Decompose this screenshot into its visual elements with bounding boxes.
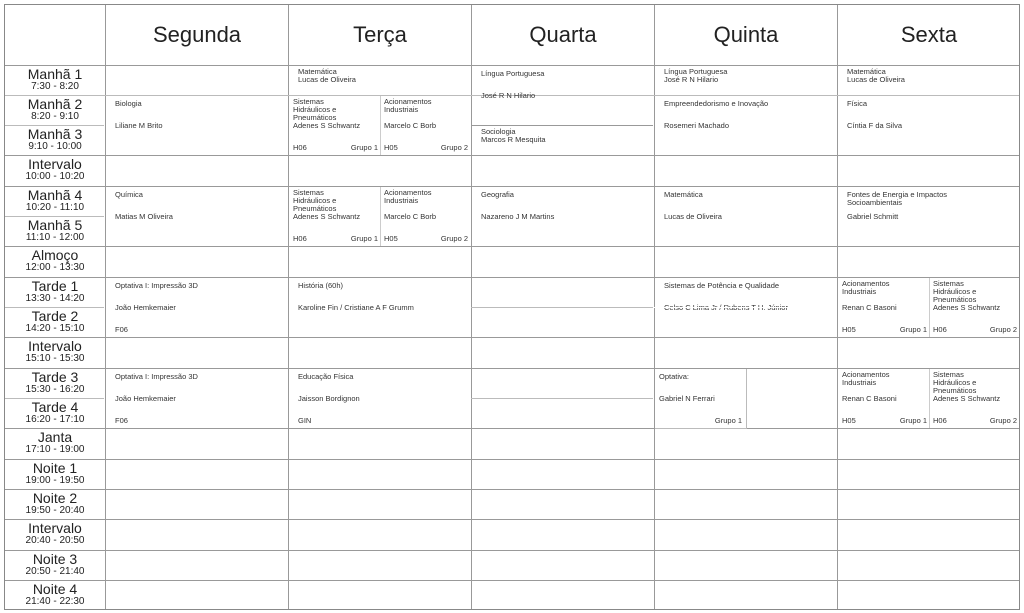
class-subject: Hidráulicos e xyxy=(293,105,337,114)
slot-name: Intervalo xyxy=(28,520,82,536)
class-subject: Industriais xyxy=(842,287,877,296)
slot-time: 15:10 - 15:30 xyxy=(25,352,85,364)
slot-label xyxy=(5,127,105,152)
class-block[interactable] xyxy=(289,369,471,428)
class-teacher: José R N Hilario xyxy=(664,75,719,84)
class-teacher: Adenes S Schwantz xyxy=(293,212,361,221)
row-divider xyxy=(471,398,653,399)
class-room: H06 xyxy=(933,416,947,425)
class-subject: Hidráulicos e xyxy=(933,287,977,296)
slot-label xyxy=(5,582,105,607)
slot-time: 17:10 - 19:00 xyxy=(25,443,85,455)
class-teacher: Lucas de Oliveira xyxy=(847,75,905,84)
slot-label xyxy=(5,279,105,304)
class-block-group1[interactable] xyxy=(838,369,929,428)
class-block-group1[interactable] xyxy=(289,96,380,155)
class-group: Grupo 1 xyxy=(350,234,378,243)
class-subject: Hidráulicos e xyxy=(933,378,977,387)
class-subject: Acionamentos xyxy=(842,279,890,288)
class-block-group2[interactable] xyxy=(381,96,471,155)
class-room: H06 xyxy=(933,325,947,334)
class-block[interactable] xyxy=(106,369,288,428)
slot-label xyxy=(5,370,105,395)
class-block[interactable] xyxy=(838,66,1020,95)
slot-time: 20:50 - 21:40 xyxy=(25,565,85,577)
class-subject: Sistemas xyxy=(293,97,324,106)
slot-label xyxy=(5,400,105,425)
class-subject: Acionamentos xyxy=(842,370,890,379)
timetable-grid xyxy=(4,4,1020,610)
slot-time: 12:00 - 13:30 xyxy=(25,261,85,273)
class-group: Grupo 2 xyxy=(440,234,468,243)
class-teacher: Liliane M Brito xyxy=(115,121,163,130)
slot-time: 8:20 - 9:10 xyxy=(31,110,79,122)
row-divider xyxy=(5,550,1019,551)
slot-time: 20:40 - 20:50 xyxy=(25,534,85,546)
class-room: F06 xyxy=(115,416,128,425)
class-block-group1[interactable] xyxy=(289,187,380,246)
row-divider xyxy=(5,428,1019,429)
class-subject: Matemática xyxy=(664,190,703,199)
slot-time: 7:30 - 8:20 xyxy=(31,80,79,92)
class-subject: Optativa I: Impressão 3D xyxy=(115,281,198,290)
class-subject: Matemática xyxy=(847,67,886,76)
class-subject: Acionamentos xyxy=(384,188,432,197)
class-block-group2[interactable] xyxy=(930,369,1020,428)
class-subject: Empreendedorismo e Inovação xyxy=(664,99,769,108)
row-divider xyxy=(654,307,836,308)
class-group: Grupo 1 xyxy=(899,416,927,425)
row-divider xyxy=(5,246,1019,247)
class-subject: Matemática xyxy=(298,67,337,76)
slot-time: 9:10 - 10:00 xyxy=(28,140,82,152)
row-divider xyxy=(5,519,1019,520)
class-block[interactable] xyxy=(655,187,837,246)
class-block[interactable] xyxy=(289,278,471,337)
slot-label xyxy=(5,97,105,122)
class-subject: Biologia xyxy=(115,99,142,108)
slot-name: Tarde 3 xyxy=(31,369,79,385)
class-teacher: Lucas de Oliveira xyxy=(664,212,722,221)
class-teacher: Adenes S Schwantz xyxy=(293,121,361,130)
class-room: H05 xyxy=(842,416,856,425)
class-block[interactable] xyxy=(106,96,288,155)
slot-label xyxy=(5,552,105,577)
class-teacher: João Hemkemaier xyxy=(115,394,176,403)
day-header-sexta: Sexta xyxy=(900,22,958,47)
class-room: H05 xyxy=(384,234,398,243)
slot-time: 13:30 - 14:20 xyxy=(25,292,85,304)
slot-name: Tarde 2 xyxy=(31,308,79,324)
class-subject: Acionamentos xyxy=(384,97,432,106)
class-group: Grupo 2 xyxy=(989,416,1017,425)
class-subject: Pneumáticos xyxy=(293,204,337,213)
class-teacher: Lucas de Oliveira xyxy=(298,75,356,84)
class-block[interactable] xyxy=(472,187,654,246)
row-divider xyxy=(471,307,653,308)
slot-label xyxy=(5,309,105,334)
class-block[interactable] xyxy=(289,66,471,95)
class-subject: História (60h) xyxy=(298,281,344,290)
slot-time: 15:30 - 16:20 xyxy=(25,383,85,395)
slot-label xyxy=(5,157,105,182)
class-subject: Optativa I: Impressão 3D xyxy=(115,372,198,381)
class-room: H05 xyxy=(384,143,398,152)
row-divider xyxy=(5,459,1019,460)
class-teacher: Celso C Lima Jr / Rubens T H. Júnior xyxy=(664,303,788,312)
row-divider xyxy=(5,337,1019,338)
class-teacher: Renan C Basoni xyxy=(842,394,897,403)
class-teacher: Adenes S Schwantz xyxy=(933,394,1001,403)
class-teacher: Jaisson Bordignon xyxy=(298,394,360,403)
class-subject: Língua Portuguesa xyxy=(481,69,545,78)
row-divider xyxy=(5,489,1019,490)
class-subject: Sociologia xyxy=(481,127,516,136)
slot-label xyxy=(5,218,105,243)
class-subject: Educação Física xyxy=(298,372,354,381)
class-teacher: Cíntia F da Silva xyxy=(847,121,903,130)
slot-label xyxy=(5,461,105,486)
slot-time: 21:40 - 22:30 xyxy=(25,595,85,607)
class-block-group1[interactable] xyxy=(838,278,929,337)
class-subject: Língua Portuguesa xyxy=(664,67,728,76)
class-group: Grupo 2 xyxy=(989,325,1017,334)
class-subject: Industriais xyxy=(384,105,419,114)
slot-name: Intervalo xyxy=(28,338,82,354)
class-subject: Sistemas xyxy=(933,370,964,379)
class-subject: Industriais xyxy=(384,196,419,205)
class-group: Grupo 2 xyxy=(440,143,468,152)
class-subject: Física xyxy=(847,99,868,108)
class-teacher: Karoline Fin / Cristiane A F Grumm xyxy=(298,303,414,312)
class-subject: Pneumáticos xyxy=(933,295,977,304)
class-teacher: Rosemeri Machado xyxy=(664,121,730,130)
class-group: Grupo 1 xyxy=(350,143,378,152)
class-block[interactable] xyxy=(838,96,1020,155)
slot-name: Almoço xyxy=(31,247,79,263)
class-subject: Fontes de Energia e Impactos xyxy=(847,190,948,199)
class-room: H06 xyxy=(293,234,307,243)
slot-label xyxy=(5,521,105,546)
day-header-terca: Terça xyxy=(353,22,407,47)
class-group: Grupo 1 xyxy=(714,416,742,425)
slot-label xyxy=(5,430,105,455)
class-block-group2[interactable] xyxy=(381,187,471,246)
row-divider xyxy=(5,580,1019,581)
class-teacher: Gabriel Schmitt xyxy=(847,212,899,221)
class-block[interactable] xyxy=(655,96,837,155)
slot-name: Manhã 4 xyxy=(27,187,83,203)
slot-label xyxy=(5,339,105,364)
class-teacher: Marcos R Mesquita xyxy=(481,135,546,144)
day-header-quinta: Quinta xyxy=(713,22,779,47)
class-subject: Sistemas xyxy=(933,279,964,288)
class-subject: Química xyxy=(115,190,143,199)
class-teacher: Marcelo C Borb xyxy=(384,121,437,130)
slot-label xyxy=(5,67,105,92)
class-room: H05 xyxy=(842,325,856,334)
class-teacher: Matias M Oliveira xyxy=(115,212,173,221)
class-room: GIN xyxy=(298,416,312,425)
class-block-group2[interactable] xyxy=(930,278,1020,337)
class-teacher: João Hemkemaier xyxy=(115,303,176,312)
slot-time: 10:00 - 10:20 xyxy=(25,170,85,182)
class-block[interactable] xyxy=(106,278,288,337)
slot-time: 14:20 - 15:10 xyxy=(25,322,85,334)
class-subject: Optativa: xyxy=(659,372,690,381)
slot-name: Manhã 2 xyxy=(27,96,83,112)
slot-name: Intervalo xyxy=(28,156,82,172)
slot-time: 19:50 - 20:40 xyxy=(25,504,85,516)
class-teacher: Nazareno J M Martins xyxy=(481,212,555,221)
day-header-segunda: Segunda xyxy=(152,22,242,47)
class-room: F06 xyxy=(115,325,128,334)
slot-name: Noite 4 xyxy=(32,581,78,597)
slot-name: Noite 2 xyxy=(32,490,78,506)
class-teacher: Marcelo C Borb xyxy=(384,212,437,221)
class-subject: Pneumáticos xyxy=(933,386,977,395)
class-room: H06 xyxy=(293,143,307,152)
class-teacher: Gabriel N Ferrari xyxy=(659,394,715,403)
class-teacher: Adenes S Schwantz xyxy=(933,303,1001,312)
class-block-optativa[interactable] xyxy=(655,369,747,429)
class-block[interactable] xyxy=(655,66,837,95)
class-subject: Geografia xyxy=(481,190,514,199)
slot-time: 10:20 - 11:10 xyxy=(25,201,85,213)
slot-label xyxy=(5,188,105,213)
class-group: Grupo 1 xyxy=(899,325,927,334)
slot-name: Noite 3 xyxy=(32,551,78,567)
day-header-quarta: Quarta xyxy=(529,22,597,47)
slot-time: 19:00 - 19:50 xyxy=(25,474,85,486)
class-teacher: José R N Hilario xyxy=(481,91,536,100)
slot-label xyxy=(5,248,105,273)
slot-name: Manhã 5 xyxy=(27,217,83,233)
class-block[interactable] xyxy=(106,187,288,246)
class-block[interactable] xyxy=(838,187,1020,246)
slot-name: Noite 1 xyxy=(32,460,78,476)
class-subject: Socioambientais xyxy=(847,198,903,207)
slot-name: Manhã 3 xyxy=(27,126,83,142)
slot-name: Manhã 1 xyxy=(27,66,83,82)
slot-name: Tarde 1 xyxy=(31,278,79,294)
class-block[interactable] xyxy=(472,126,654,155)
slot-name: Tarde 4 xyxy=(31,399,79,415)
slot-time: 16:20 - 17:10 xyxy=(25,413,85,425)
class-block[interactable] xyxy=(472,66,654,125)
class-subject: Industriais xyxy=(842,378,877,387)
class-teacher: Renan C Basoni xyxy=(842,303,897,312)
class-subject: Sistemas xyxy=(293,188,324,197)
class-subject: Sistemas de Potência e Qualidade xyxy=(664,281,780,290)
slot-name: Janta xyxy=(37,429,73,445)
slot-label xyxy=(5,491,105,516)
class-subject: Hidráulicos e xyxy=(293,196,337,205)
slot-time: 11:10 - 12:00 xyxy=(25,231,85,243)
class-subject: Pneumáticos xyxy=(293,113,337,122)
row-divider xyxy=(5,155,1019,156)
